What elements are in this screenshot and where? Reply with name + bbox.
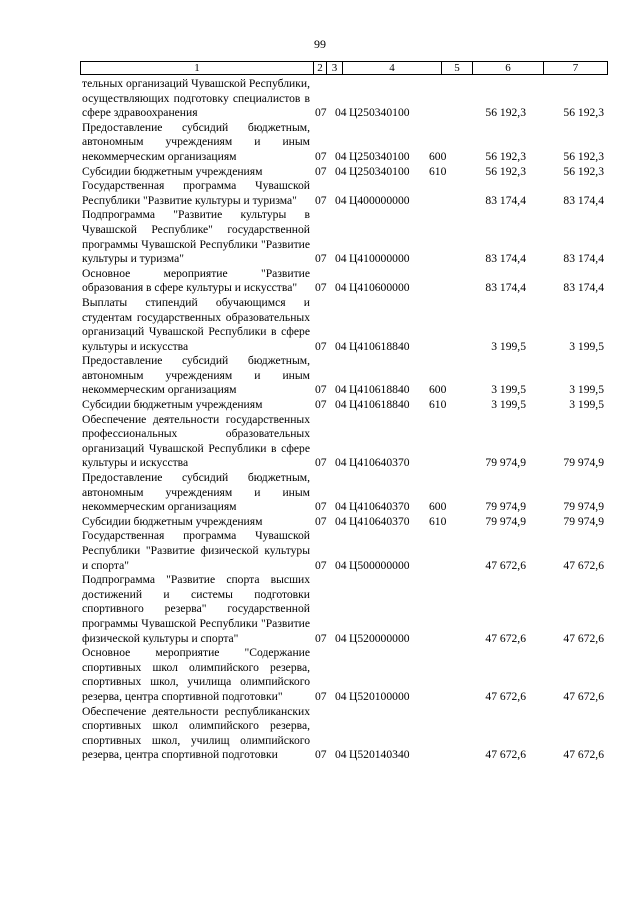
cell-c7: 83 174,4 (563, 193, 604, 207)
cell-c3: 04 (335, 631, 347, 645)
cell-c4: Ц410600000 (349, 281, 410, 295)
table-row (82, 471, 608, 515)
cell-c3: 04 (335, 281, 347, 295)
cell-c6: 47 672,6 (485, 689, 526, 703)
cell-c3: 04 (335, 689, 347, 703)
header-col-4: 4 (343, 62, 442, 74)
cell-c7: 83 174,4 (563, 252, 604, 266)
table-row (82, 296, 608, 354)
row-description: Основное мероприятие "Содержание спортивных школ олимпийского резерва, спортивных школ, училища олимпийского резерва, центра спортивной подготовки" (82, 646, 310, 703)
cell-c3: 04 (335, 252, 347, 266)
cell-c7: 56 192,3 (563, 164, 604, 178)
cell-c5: 600 (429, 383, 447, 397)
header-col-7: 7 (572, 62, 579, 74)
cell-c7: 47 672,6 (563, 689, 604, 703)
cell-c4: Ц410618840 (349, 398, 410, 412)
row-description: Субсидии бюджетным учреждениям (82, 164, 263, 178)
row-description: Основное мероприятие "Развитие образования в сфере культуры и искусства" (82, 266, 310, 295)
cell-c4: Ц410640370 (349, 514, 410, 528)
row-description: Государственная программа Чувашской Республики "Развитие физической культуры и спорта" (82, 529, 310, 572)
cell-c3: 04 (335, 164, 347, 178)
cell-c6: 83 174,4 (485, 252, 526, 266)
cell-c3: 04 (335, 500, 347, 514)
cell-c4: Ц410618840 (349, 339, 410, 353)
header-col-1: 1 (81, 62, 314, 74)
cell-c6: 3 199,5 (491, 398, 526, 412)
cell-c5: 610 (429, 164, 447, 178)
table-row (82, 413, 608, 471)
table-row (82, 398, 608, 413)
page-number: 99 (314, 37, 326, 51)
cell-c3: 04 (335, 339, 347, 353)
row-description: Обеспечение деятельности республиканских спортивных школ олимпийского резерва, спортивных школ, училищ олимпийского резерва, центра спортивной подготовки (82, 704, 310, 762)
cell-c2: 07 (315, 689, 327, 703)
cell-c7: 79 974,9 (563, 456, 604, 470)
cell-c3: 04 (335, 193, 347, 207)
cell-c3: 04 (335, 514, 347, 528)
cell-c6: 56 192,3 (485, 164, 526, 178)
cell-c6: 56 192,3 (485, 149, 526, 163)
cell-c7: 47 672,6 (563, 748, 604, 762)
cell-c2: 07 (315, 514, 327, 528)
cell-c5: 610 (429, 398, 447, 412)
cell-c7: 79 974,9 (563, 514, 604, 528)
cell-c5: 600 (429, 149, 447, 163)
cell-c7: 79 974,9 (563, 500, 604, 514)
table-row (82, 179, 608, 208)
cell-c5: 600 (429, 500, 447, 514)
header-col-5: 5 (442, 62, 473, 74)
cell-c6: 47 672,6 (485, 748, 526, 762)
table-row (82, 646, 608, 704)
cell-c4: Ц400000000 (349, 193, 410, 207)
cell-c4: Ц520100000 (349, 689, 410, 703)
cell-c3: 04 (335, 748, 347, 762)
cell-c3: 04 (335, 456, 347, 470)
cell-c3: 04 (335, 398, 347, 412)
cell-c4: Ц520140340 (349, 748, 410, 762)
cell-c2: 07 (315, 558, 327, 572)
cell-c4: Ц520000000 (349, 631, 410, 645)
cell-c6: 79 974,9 (485, 514, 526, 528)
cell-c2: 07 (315, 631, 327, 645)
table-header (80, 61, 608, 75)
cell-c4: Ц410640370 (349, 500, 410, 514)
cell-c6: 83 174,4 (485, 193, 526, 207)
row-description: Выплаты стипендий обучающимся и студентам государственных образовательных организаций Чувашской Республики в сфере культуры и искусства (82, 295, 310, 353)
cell-c2: 07 (315, 398, 327, 412)
cell-c6: 79 974,9 (485, 456, 526, 470)
cell-c3: 04 (335, 106, 347, 120)
cell-c7: 47 672,6 (563, 631, 604, 645)
cell-c6: 3 199,5 (491, 383, 526, 397)
cell-c4: Ц410618840 (349, 383, 410, 397)
cell-c3: 04 (335, 149, 347, 163)
row-description: Субсидии бюджетным учреждениям (82, 514, 263, 528)
cell-c2: 07 (315, 164, 327, 178)
cell-c7: 56 192,3 (563, 149, 604, 163)
cell-c4: Ц410000000 (349, 252, 410, 266)
cell-c2: 07 (315, 252, 327, 266)
cell-c2: 07 (315, 748, 327, 762)
cell-c2: 07 (315, 149, 327, 163)
table-row (82, 529, 608, 573)
cell-c7: 56 192,3 (563, 106, 604, 120)
row-description: Подпрограмма "Развитие культуры в Чувашской Республике" государственной программы Чувашской Республики "Развитие культуры и туризма" (82, 208, 310, 266)
cell-c7: 83 174,4 (563, 281, 604, 295)
row-description: Государственная программа Чувашской Республики "Развитие культуры и туризма" (82, 179, 310, 207)
table-row (82, 165, 608, 180)
header-col-3: 3 (327, 62, 343, 74)
cell-c4: Ц250340100 (349, 149, 410, 163)
cell-c3: 04 (335, 383, 347, 397)
table-row (82, 208, 608, 266)
cell-c7: 3 199,5 (569, 339, 604, 353)
cell-c2: 07 (315, 281, 327, 295)
cell-c2: 07 (315, 339, 327, 353)
cell-c7: 3 199,5 (569, 383, 604, 397)
cell-c4: Ц500000000 (349, 558, 410, 572)
header-col-2: 2 (314, 62, 327, 74)
cell-c6: 47 672,6 (485, 631, 526, 645)
table-row (82, 121, 608, 165)
cell-c2: 07 (315, 500, 327, 514)
cell-c2: 07 (315, 193, 327, 207)
cell-c2: 07 (315, 383, 327, 397)
table-row (82, 77, 608, 121)
cell-c4: Ц410640370 (349, 456, 410, 470)
row-description: Предоставление субсидий бюджетным, автономным учреждениям и иным некоммерческим организациям (82, 354, 310, 397)
cell-c6: 3 199,5 (491, 339, 526, 353)
cell-c7: 47 672,6 (563, 558, 604, 572)
table-row (82, 573, 608, 646)
cell-c6: 56 192,3 (485, 106, 526, 120)
row-description: Подпрограмма "Развитие спорта высших достижений и системы подготовки спортивного резерва" государственной программы Чувашской Республики "Развитие физической культуры и спорта" (82, 573, 310, 645)
table-row (82, 354, 608, 398)
table-row (82, 705, 608, 763)
row-description: Предоставление субсидий бюджетным, автономным учреждениям и иным некоммерческим организациям (82, 120, 310, 163)
cell-c2: 07 (315, 456, 327, 470)
cell-c3: 04 (335, 558, 347, 572)
cell-c2: 07 (315, 106, 327, 120)
table-body (82, 77, 608, 763)
cell-c7: 3 199,5 (569, 398, 604, 412)
cell-c4: Ц250340100 (349, 106, 410, 120)
table-row (82, 267, 608, 296)
cell-c6: 83 174,4 (485, 281, 526, 295)
row-description: Предоставление субсидий бюджетным, автономным учреждениям и иным некоммерческим организациям (82, 471, 310, 514)
cell-c6: 47 672,6 (485, 558, 526, 572)
row-description: Обеспечение деятельности государственных профессиональных образовательных организаций Чувашской Республики в сфере культуры и искусства (82, 412, 310, 470)
cell-c5: 610 (429, 514, 447, 528)
row-description: Субсидии бюджетным учреждениям (82, 398, 263, 412)
table-row (82, 515, 608, 530)
row-description: тельных организаций Чувашской Республики, осуществляющих подготовку специалистов в сфере здравоохранения (82, 77, 310, 120)
cell-c6: 79 974,9 (485, 500, 526, 514)
header-col-6: 6 (473, 62, 544, 74)
cell-c4: Ц250340100 (349, 164, 410, 178)
